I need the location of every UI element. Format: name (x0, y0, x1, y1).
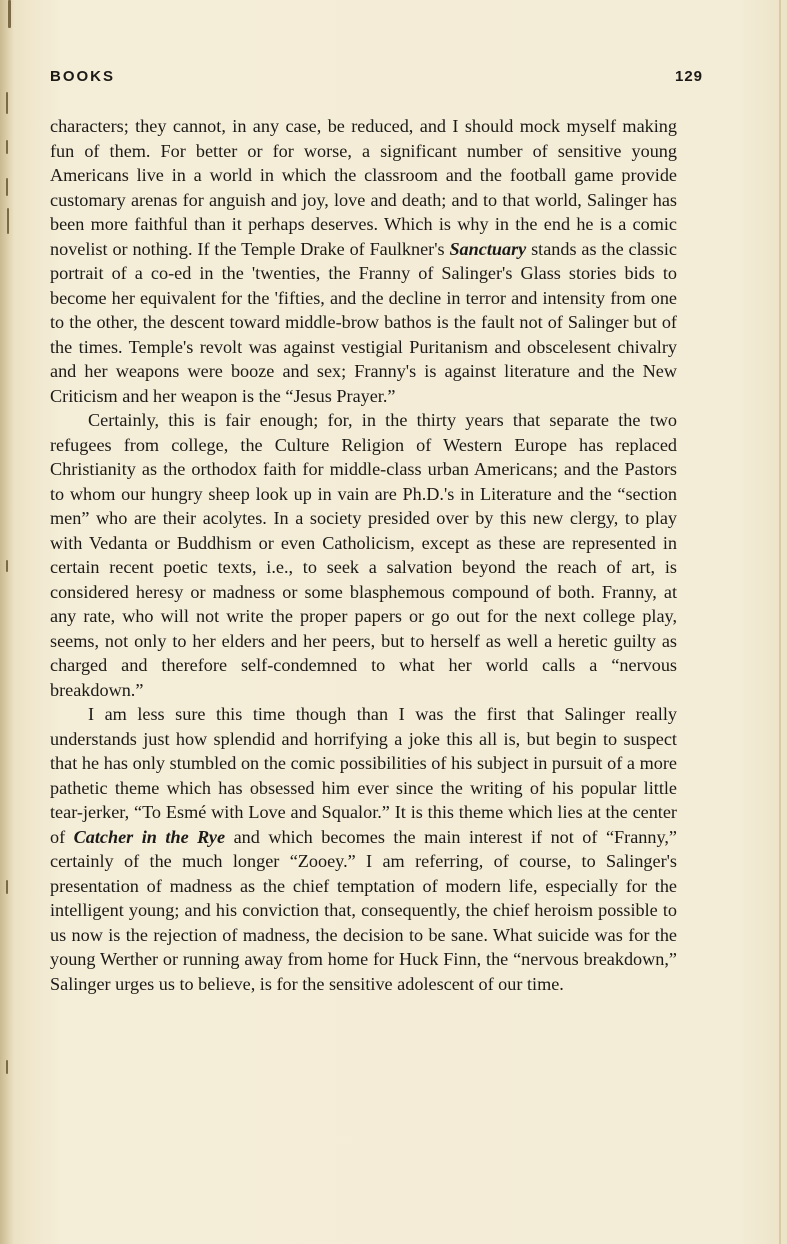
edge-mark (6, 1060, 8, 1074)
book-title-catcher-in-the-rye: Catcher in the Rye (73, 826, 226, 847)
edge-mark (6, 560, 8, 572)
page-edge (779, 0, 781, 1244)
paragraph-text: Certainly, this is fair enough; for, in the thirty years that separate the two refugees from college, the Culture Religion of Western Europe has replaced Christianity as the orthodox faith for middle-class urban Americans; and the Pastors to whom our hungry sheep look up in vain are Ph.D.'s in Literature and the “section men” who are their acolytes. In a society presided over by this new clergy, to play with Vedanta or Buddhism or even Catholicism, except as these are represented in certain recent poetic texts, i.e., to seek a salvation beyond the reach of art, is considered heresy or madness or some blasphemous compound of both. Franny, at any rate, who will not write the proper papers or go out for the next college play, seems, not only to her elders and her peers, but to herself as well a heretic guilty as charged and therefore self-condemned to what her world calls a “nervous breakdown.” (50, 410, 677, 700)
edge-mark (6, 880, 8, 894)
page-number: 129 (675, 68, 704, 85)
paragraph-text: and which becomes the main interest if not of “Franny,” certainly of the much longer “Zooey.” I am referring, of course, to Salinger's presentation of madness as the chief temptation of modern life, especially for the intelligent young; and his conviction that, consequently, the chief heroism possible to us now is the rejection of madness, the decision to be sane. What suicide was for the young Werther or running away from home for Huck Finn, the “nervous breakdown,” Salinger urges us to believe, is for the sensitive adolescent of our time. (50, 826, 677, 994)
paragraph-3 (50, 702, 677, 996)
body-text (50, 114, 677, 996)
paragraph-text: stands as the classic portrait of a co-ed in the 'twenties, the Franny of Salinger's Glass stories bids to become her equivalent for the 'fifties, and the decline in terror and intensity from one to the other, the descent toward middle-brow bathos is the fault not of Salinger but of the times. Temple's revolt was against vestigial Puritanism and obscelesent chivalry and her weapons were booze and sex; Franny's is against literature and the New Criticism and her weapon is the “Jesus Prayer.” (50, 238, 677, 406)
edge-mark (6, 92, 8, 114)
section-title: BOOKS (50, 68, 116, 85)
paragraph-text: characters; they cannot, in any case, be reduced, and I should mock myself making fun of them. For better or for worse, a significant number of sensitive young Americans live in a world in which the classroom and the football game provide customary arenas for anguish and joy, love and death; and to that world, Salinger has been more faithful than it perhaps deserves. Which is why in the end he is a comic novelist or nothing. If the Temple Drake of Faulkner's (50, 116, 677, 259)
edge-mark (8, 0, 11, 28)
edge-mark (6, 140, 8, 154)
book-title-sanctuary: Sanctuary (449, 238, 527, 259)
edge-mark (6, 178, 8, 196)
paragraph-text: I am less sure this time though than I was the first that Salinger really understands just how splendid and horrifying a joke this all is, but begin to suspect that he has only stumbled on the comic possibilities of his subject in pursuit of a more pathetic theme which has obsessed him ever since the writing of his popular little tear-jerker, “To Esmé with Love and Squalor.” It is this theme which lies at the center of (50, 704, 677, 847)
running-head (50, 68, 704, 92)
paragraph-2 (50, 408, 677, 702)
edge-mark (7, 208, 9, 234)
paragraph-1 (50, 114, 677, 408)
